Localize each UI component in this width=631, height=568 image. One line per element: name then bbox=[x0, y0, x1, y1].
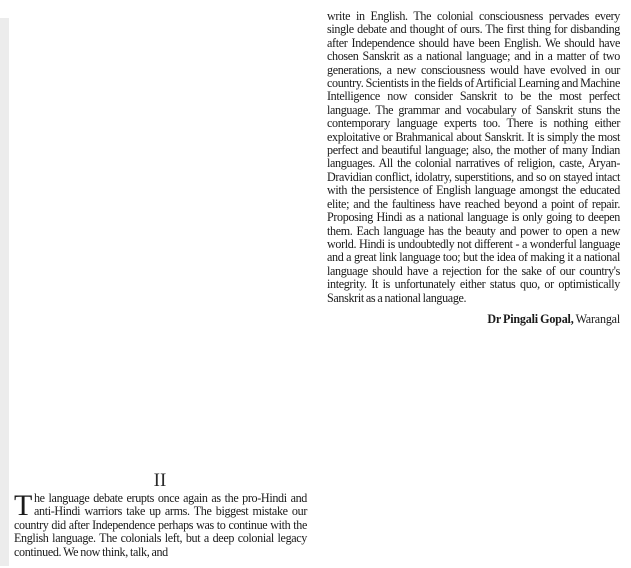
letter-signature bbox=[327, 313, 620, 326]
page-margin-strip bbox=[0, 18, 9, 566]
letter-two-paragraph bbox=[14, 489, 307, 559]
letter-two-column bbox=[14, 489, 307, 559]
drop-cap: T bbox=[14, 489, 32, 522]
section-numeral: II bbox=[153, 470, 167, 491]
signature-name: Dr Pingali Gopal, bbox=[487, 311, 574, 326]
letter-continued-column bbox=[327, 10, 620, 326]
letter-continued-body: write in English. The colonial consciousness pervades every single debate and thought of ours. The first thing for disbanding after Independence should have been English. We should have chosen Sanskrit as a national language; and in a matter of two generations, a new consciousness would have evolved in our country. Scientists in the fields of Artificial Learning and Machine Intelligence now consider Sanskrit to be the most perfect language. The grammar and vocabulary of Sanskrit stuns the contemporary language experts too. There is nothing either exploitative or Brahmanical about Sanskrit. It is simply the most perfect and beautiful language; also, the mother of many Indian languages. All the colonial narratives of religion, caste, Aryan-Dravidian conflict, idolatry, superstitions, and so on stayed intact with the persistence of English language amongst the educated elite; and the faultiness have reached beyond a point of repair. Proposing Hindi as a national language is only going to deepen them. Each language has the beauty and power to open a new world. Hindi is undoubtedly not different - a wonderful language and a great link language too; but the idea of making it a national language should have a rejection for the sake of our country's integrity. It is unfortunately either status quo, or optimistically Sanskrit as a national language. bbox=[327, 9, 620, 305]
signature-place: Warangal bbox=[575, 311, 620, 326]
letter-two-body: he language debate erupts once again as the pro-Hindi and anti-Hindi warriors take up arms. The biggest mistake our country did after Independence perhaps was to continue with the English language. The colonials left, but a deep colonial legacy continued. We now think, talk, and bbox=[14, 491, 307, 559]
